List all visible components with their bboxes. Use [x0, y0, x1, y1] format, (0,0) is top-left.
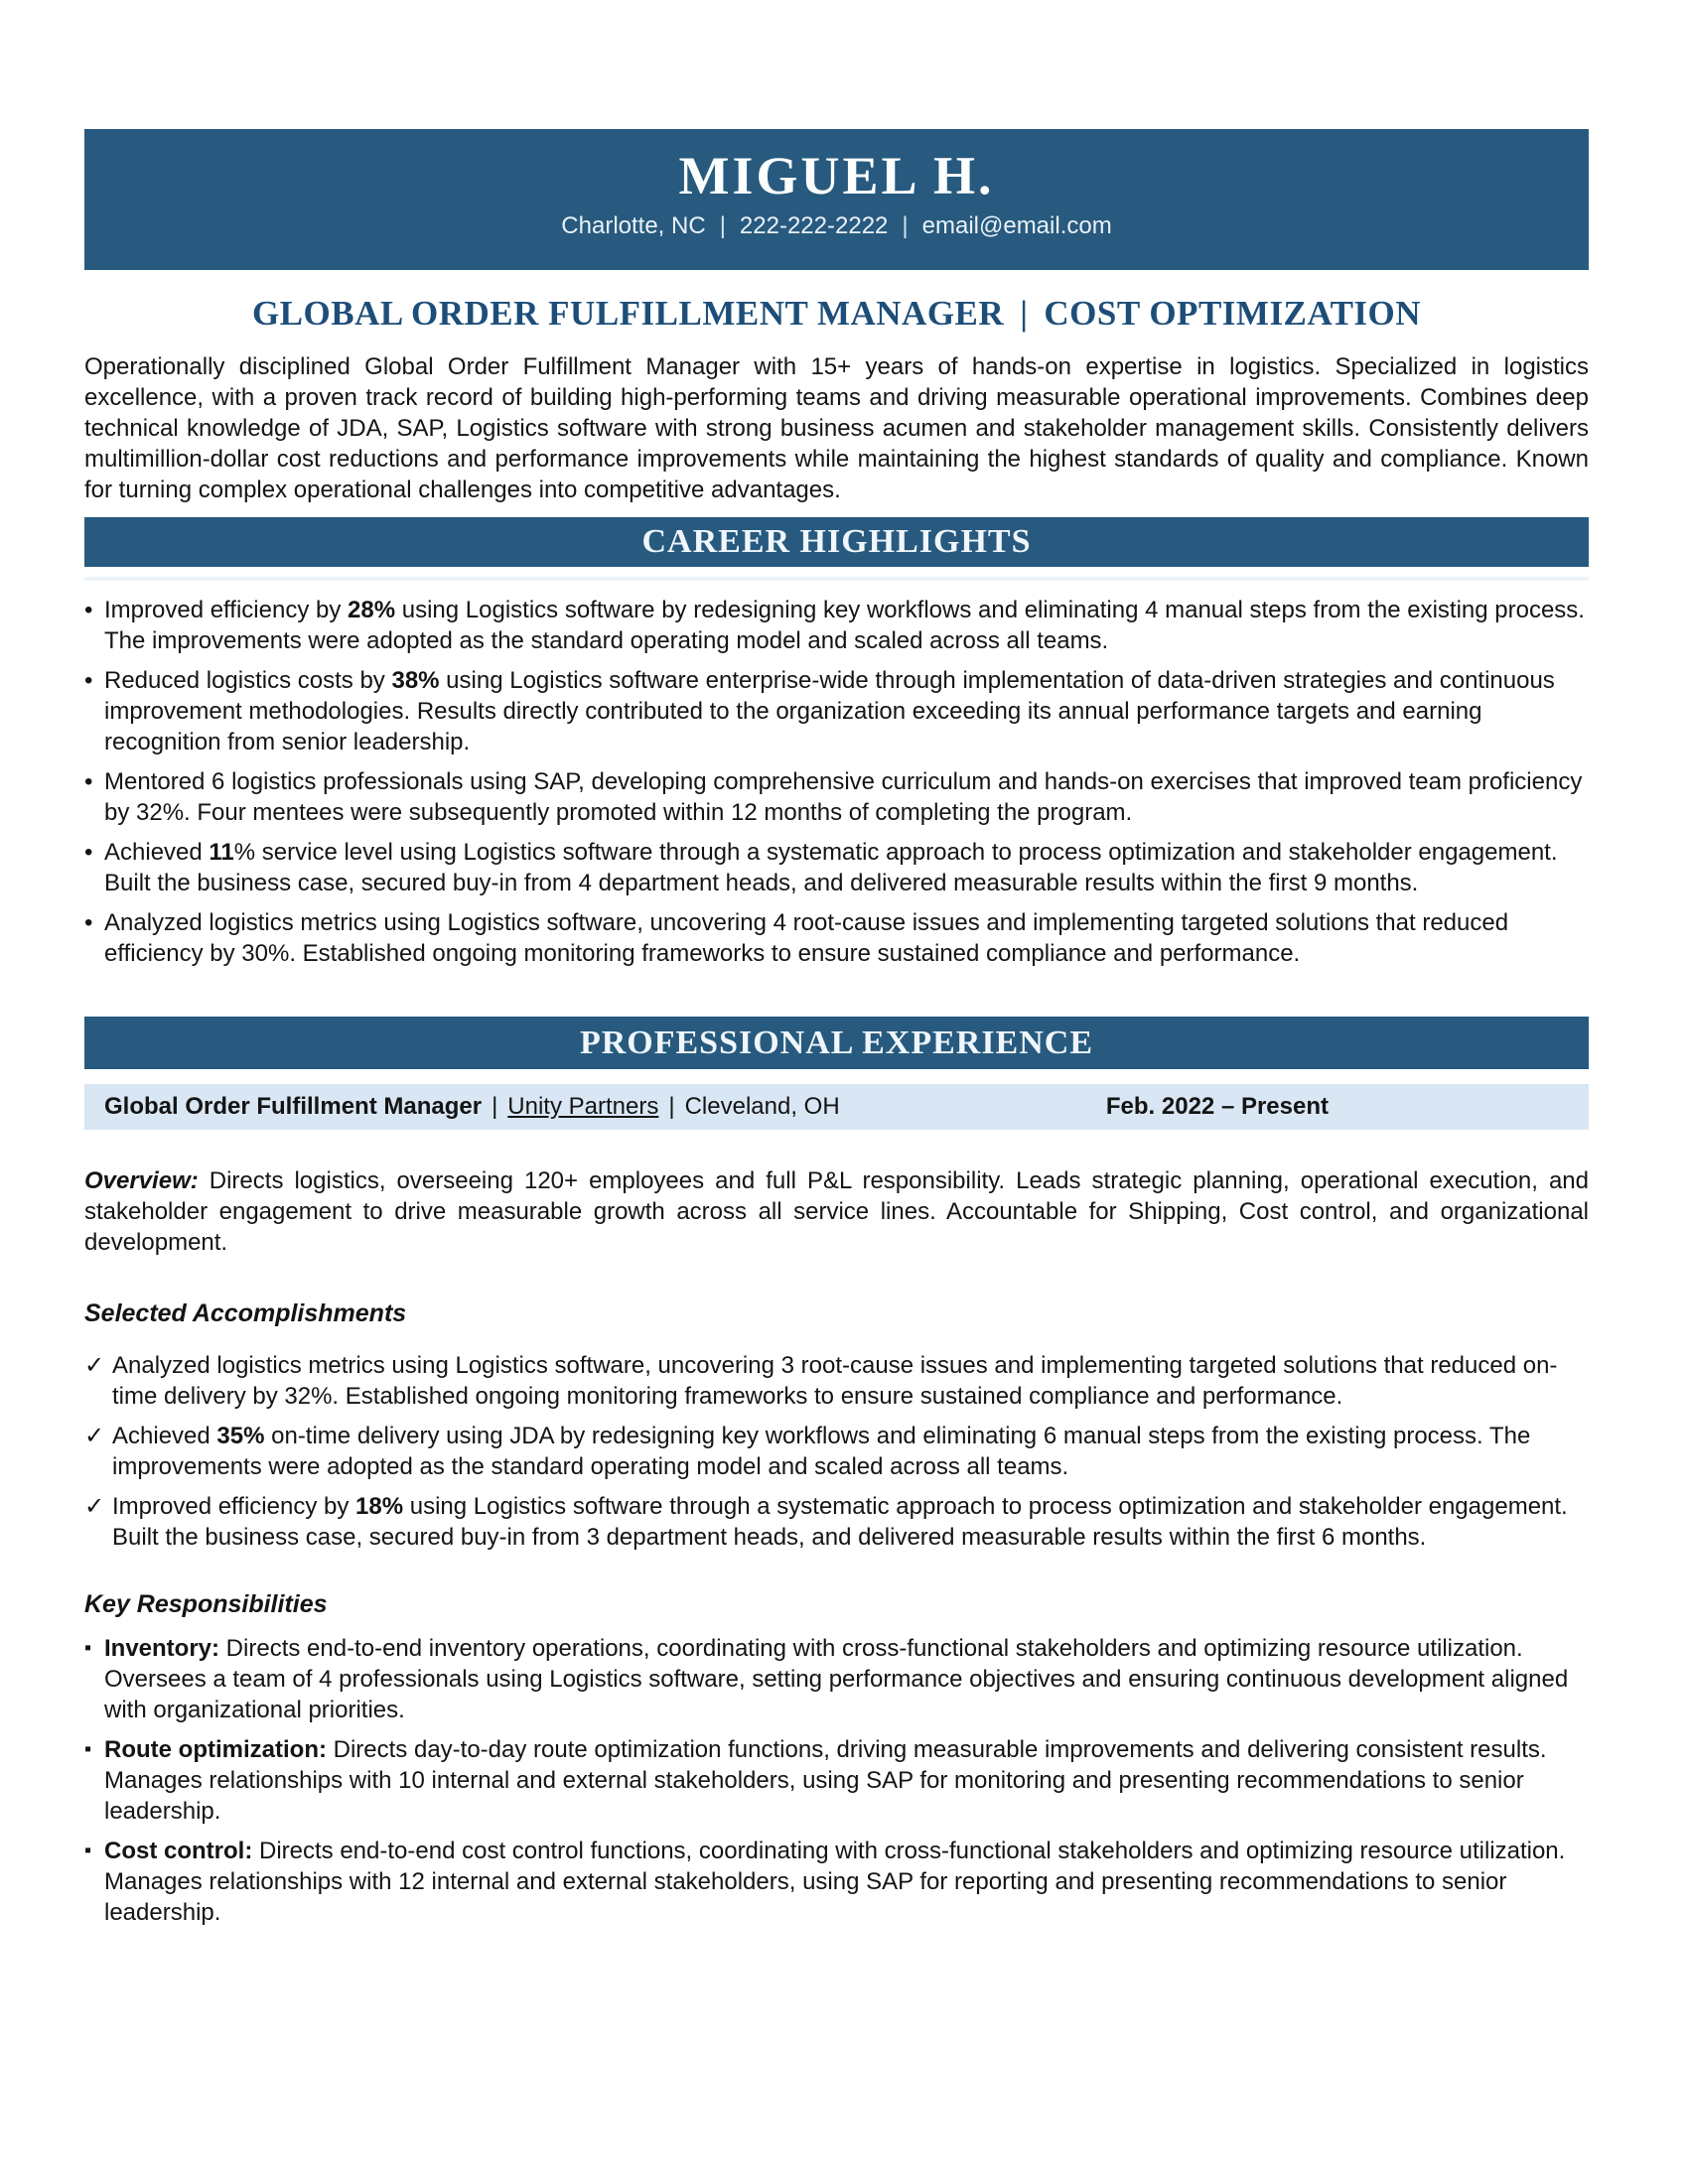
list-item: [84, 766, 1589, 828]
job-dates: Feb. 2022 – Present: [1105, 1093, 1329, 1120]
overview-label: Overview:: [84, 1167, 199, 1194]
bullet-marker-icon: ▪: [84, 1738, 92, 1760]
list-item: [84, 595, 1589, 656]
bullet-marker-icon: •: [84, 839, 93, 866]
header-band: [84, 129, 1589, 270]
contact-separator: |: [719, 212, 726, 239]
list-item: [84, 907, 1589, 969]
key-responsibilities-list: [84, 1633, 1589, 1928]
overview-text: Directs logistics, overseeing 120+ employees and full P&L responsibility. Leads strategic planning, operational execution, and stakeholder engagement to drive measurable growth across all service lines. Accountable for Shipping, Cost control, and organizational development.: [84, 1167, 1589, 1256]
list-item: [84, 1836, 1589, 1928]
contact-phone: 222-222-2222: [739, 212, 889, 239]
bullet-marker-icon: •: [84, 667, 93, 694]
list-item-text: Analyzed logistics metrics using Logistics software, uncovering 3 root-cause issues and implementing targeted solutions that reduced on-time delivery by 32%. Established ongoing monitoring frameworks to ensure sustained compliance and performance.: [112, 1352, 1558, 1410]
list-item-text: Cost control: Directs end-to-end cost control functions, coordinating with cross-functional stakeholders and optimizing resource utilization. Manages relationships with 12 internal and external stakeholders, using SAP for reporting and presenting recommendations to senior leadership.: [104, 1838, 1566, 1926]
list-item-text: Mentored 6 logistics professionals using SAP, developing comprehensive curriculum and hands-on exercises that improved team proficiency by 32%. Four mentees were subsequently promoted within 12 months of completing the program.: [104, 768, 1583, 826]
bullet-marker-icon: •: [84, 768, 93, 795]
headline: [84, 294, 1589, 334]
headline-separator: |: [1020, 294, 1029, 333]
candidate-name: MIGUEL H.: [678, 146, 995, 205]
list-item-text: Route optimization: Directs day-to-day route optimization functions, driving measurable improvements and delivering consistent results. Manages relationships with 10 internal and external stakeholders, using SAP for monitoring and presenting recommendations to senior leadership.: [104, 1736, 1547, 1825]
list-item: [84, 665, 1589, 757]
headline-specialty: COST OPTIMIZATION: [1044, 294, 1422, 333]
list-item-text: Inventory: Directs end-to-end inventory operations, coordinating with cross-functional stakeholders and optimizing resource utilization. Oversees a team of 4 professionals using Logistics software, setting performance objectives and ensuring continuous development aligned with organizational priorities.: [104, 1635, 1569, 1723]
bullet-marker-icon: ✓: [84, 1493, 105, 1520]
list-item-text: Reduced logistics costs by 38% using Logistics software enterprise-wide through implementation of data-driven strategies and continuous improvement methodologies. Results directly contributed to the organization exceeding its annual performance targets and earning recognition from senior leadership.: [104, 667, 1555, 755]
list-item-text: Achieved 35% on-time delivery using JDA by redesigning key workflows and eliminating 6 manual steps from the existing process. The improvements were adopted as the standard operating model and scaled across all teams.: [112, 1423, 1531, 1480]
job-overview: [84, 1165, 1589, 1258]
bullet-marker-icon: ▪: [84, 1637, 92, 1659]
company-name: Unity Partners: [507, 1093, 659, 1120]
list-item-text: Achieved 11% service level using Logistics software through a systematic approach to process optimization and stakeholder engagement. Built the business case, secured buy-in from 4 department heads, and delivered measurable results within the first 9 months.: [104, 839, 1558, 896]
job-separator: |: [668, 1093, 675, 1120]
bullet-marker-icon: •: [84, 909, 93, 936]
subheading-selected-accomplishments: Selected Accomplishments: [84, 1299, 407, 1327]
job-separator: |: [492, 1093, 498, 1120]
section-heading-professional-experience: PROFESSIONAL EXPERIENCE: [84, 1017, 1589, 1069]
headline-role: GLOBAL ORDER FULFILLMENT MANAGER: [251, 294, 1005, 333]
section-heading-career-highlights: CAREER HIGHLIGHTS: [84, 517, 1589, 567]
summary-paragraph: Operationally disciplined Global Order Fulfillment Manager with 15+ years of hands-on expertise in logistics. Specialized in logistics excellence, with a proven track record of building high-performing teams and driving measurable operational improvements. Combines deep technical knowledge of JDA, SAP, Logistics software with strong business acumen and stakeholder management skills. Consistently delivers multimillion-dollar cost reductions and performance improvements while maintaining the highest standards of quality and compliance. Known for turning complex operational challenges into competitive advantages.: [84, 353, 1589, 503]
contact-separator: |: [902, 212, 909, 239]
bullet-marker-icon: ✓: [84, 1423, 105, 1449]
selected-accomplishments-list: [84, 1350, 1589, 1553]
list-item: [84, 837, 1589, 898]
subheading-key-responsibilities: Key Responsibilities: [84, 1590, 328, 1618]
list-item-text: Improved efficiency by 18% using Logistics software through a systematic approach to process optimization and stakeholder engagement. Built the business case, secured buy-in from 3 department heads, and delivered measurable results within the first 6 months.: [112, 1493, 1568, 1551]
resume-content: [84, 129, 1589, 1928]
contact-location: Charlotte, NC: [561, 212, 706, 239]
list-item: [84, 1421, 1589, 1482]
contact-email: email@email.com: [921, 212, 1112, 239]
career-highlights-list: [84, 595, 1589, 969]
list-item: [84, 1633, 1589, 1725]
list-item-text: Improved efficiency by 28% using Logistics software by redesigning key workflows and eliminating 4 manual steps from the existing process. The improvements were adopted as the standard operating model and scaled across all teams.: [104, 597, 1585, 654]
list-item: [84, 1734, 1589, 1827]
job-title: Global Order Fulfillment Manager: [104, 1093, 483, 1120]
job-header-row: [84, 1084, 1589, 1130]
bullet-marker-icon: •: [84, 597, 93, 623]
bullet-marker-icon: ✓: [84, 1352, 105, 1379]
contact-line: [84, 212, 1589, 240]
job-location: Cleveland, OH: [684, 1093, 840, 1120]
list-item: [84, 1350, 1589, 1412]
list-item-text: Analyzed logistics metrics using Logistics software, uncovering 4 root-cause issues and implementing targeted solutions that reduced efficiency by 30%. Established ongoing monitoring frameworks to ensure sustained compliance and performance.: [104, 909, 1509, 967]
section-accent-strip: [84, 577, 1589, 581]
bullet-marker-icon: ▪: [84, 1840, 92, 1861]
list-item: [84, 1491, 1589, 1553]
